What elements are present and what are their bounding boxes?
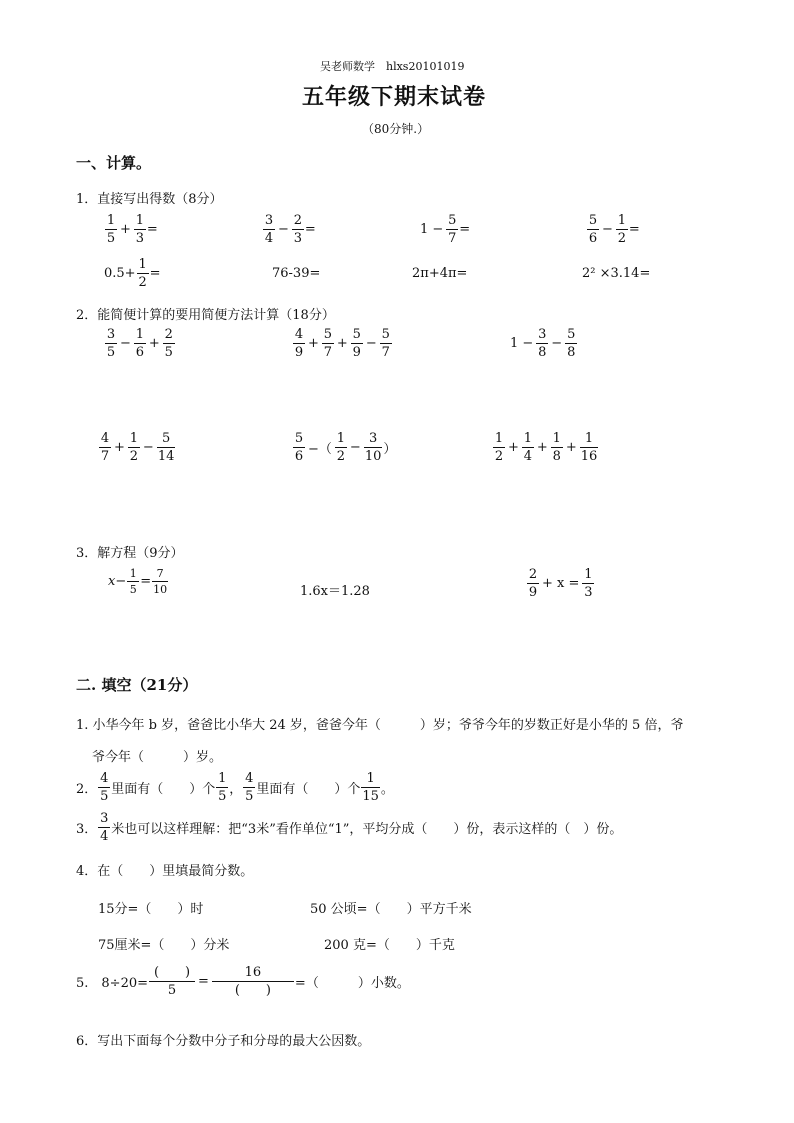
- q1-expr-5: 0.5+ $\frac{1}{2}$ =: [104, 257, 161, 290]
- q2-expr-1: $\frac{3}{5}$ − $\frac{1}{6}$ + $\frac{2}{5}$: [106, 327, 173, 360]
- fill-item-4b: 50 公顷=（ ）平方千米: [310, 902, 472, 917]
- fill-item-2: 2． $\frac{4}{5}$ 里面有（ ）个 $\frac{1}{5}$ ， $\frac{4}{5}$ 里面有（ ）个 $\frac{1}{15}$ 。: [76, 771, 394, 804]
- q3-label: 3．解方程（9分）: [76, 546, 184, 561]
- q2-expr-5: $\frac{5}{6}$ −（ $\frac{1}{2}$ − $\frac{3}{10}$ ）: [294, 431, 397, 464]
- fill-item-4a: 15分=（ ）时: [98, 902, 204, 917]
- q2-expr-3: 1 − $\frac{3}{8}$ − $\frac{5}{8}$: [510, 327, 576, 360]
- fill-item-4: 4．在（ ）里填最简分数。: [76, 864, 254, 879]
- fill-item-1-line-a: 1. 小华今年 b 岁，爸爸比小华大 24 岁，爸爸今年（ ）岁；爷爷今年的岁数正好是小华的 5 倍，爷: [76, 718, 684, 733]
- q2-expr-6: $\frac{1}{2}$ + $\frac{1}{4}$ + $\frac{1}{8}$ + $\frac{1}{16}$: [494, 431, 598, 464]
- q3-equation-3: $\frac{2}{9}$ + x = $\frac{1}{3}$: [528, 567, 593, 600]
- fill-item-3: 3． $\frac{3}{4}$ 米也可以这样理解：把“3米”看作单位“1”，平均分成（ ）份，表示这样的（ ）份。: [76, 811, 623, 844]
- q2-expr-2: $\frac{4}{9}$ + $\frac{5}{7}$ + $\frac{5}{9}$ − $\frac{5}{7}$: [294, 327, 390, 360]
- q3-equation-2: 1.6x＝1.28: [300, 584, 370, 599]
- q3-equation-1: x− $\frac{1}{5}$ = $\frac{7}{10}$: [108, 567, 168, 596]
- time-limit: （80分钟.）: [362, 122, 430, 136]
- fill-item-4d: 200 克=（ ）千克: [324, 938, 455, 953]
- section-1-heading: 一、计算。: [76, 154, 152, 172]
- section-2-heading: 二. 填空（21分）: [76, 676, 198, 694]
- q2-expr-4: $\frac{4}{7}$ + $\frac{1}{2}$ − $\frac{5}{14}$: [100, 431, 175, 464]
- q1-expr-6: 76-39=: [272, 266, 321, 281]
- fill-item-4c: 75厘米=（ ）分米: [98, 938, 230, 953]
- q1-expr-2: $\frac{3}{4}$ − $\frac{2}{3}$ =: [264, 213, 316, 246]
- fill-item-6: 6．写出下面每个分数中分子和分母的最大公因数。: [76, 1034, 371, 1049]
- q2-label: 2．能简便计算的要用简便方法计算（18分）: [76, 308, 335, 323]
- fill-item-5: 5. 8÷20= $\frac{( )}{5}$ = $\frac{16}{( )}$ =（ ）小数。: [76, 965, 410, 998]
- q1-expr-3: 1 − $\frac{5}{7}$ =: [420, 213, 471, 246]
- q1-expr-4: $\frac{5}{6}$ − $\frac{1}{2}$ =: [588, 213, 640, 246]
- q1-expr-1: $\frac{1}{5}$ + $\frac{1}{3}$ =: [106, 213, 158, 246]
- q1-expr-8: 2² ×3.14=: [582, 266, 651, 281]
- q1-expr-7: 2π+4π=: [412, 266, 468, 281]
- fill-item-1-line-b: 爷今年（ ）岁。: [92, 750, 223, 765]
- page-title: 五年级下期末试卷: [302, 84, 487, 110]
- q1-label: 1．直接写出得数（8分）: [76, 192, 223, 207]
- author-line: 吴老师数学 hlxs20101019: [320, 60, 465, 73]
